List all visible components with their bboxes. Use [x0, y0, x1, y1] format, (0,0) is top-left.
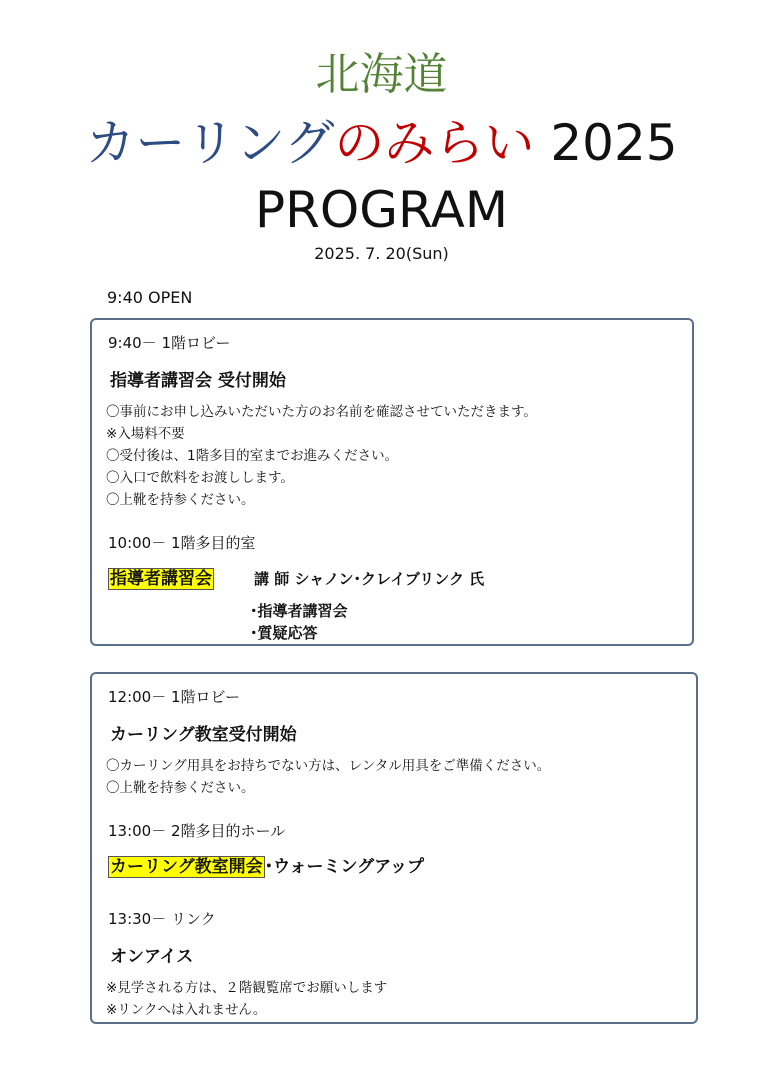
section-curling-class — [90, 672, 698, 1024]
section1-note-5: 〇上靴を持参ください。 — [106, 492, 255, 508]
section1-heading1: 指導者講習会 受付開始 — [110, 371, 286, 391]
lecturer-name: 講 師 シャノン･クレイブリンク 氏 — [254, 570, 485, 588]
section-instructor-seminar — [90, 318, 694, 646]
event-date: 2025. 7. 20(Sun) — [314, 244, 449, 263]
title-program: PROGRAM — [254, 181, 509, 239]
section1-time1: 9:40－ 1階ロビー — [108, 334, 231, 352]
open-time: 9:40 OPEN — [107, 288, 193, 307]
title-region: 北海道 — [315, 49, 448, 100]
section1-note-4: 〇入口で飲料をお渡しします。 — [106, 470, 294, 486]
title-mirai: みらい — [384, 114, 535, 172]
section1-time2: 10:00－ 1階多目的室 — [108, 534, 256, 552]
title-event — [0, 112, 763, 174]
section2-time3: 13:30－ リンク — [108, 910, 216, 928]
section2-heading2-suffix: ･ウォーミングアップ — [264, 857, 424, 877]
section1-heading2-wrap — [108, 564, 214, 589]
section1-item-1: ･指導者講習会 — [250, 602, 348, 620]
title-curling: カーリング — [85, 114, 335, 172]
section1-heading2: 指導者講習会 — [110, 569, 212, 589]
section2-time1: 12:00－ 1階ロビー — [108, 688, 240, 706]
section2-note-1: 〇カーリング用具をお持ちでない方は、レンタル用具をご準備ください。 — [106, 758, 551, 774]
section1-note-1: 〇事前にお申し込みいただいた方のお名前を確認させていただきます。 — [106, 404, 537, 420]
section2-time2: 13:00－ 2階多目的ホール — [108, 822, 286, 840]
section1-item-2: ･質疑応答 — [250, 624, 318, 642]
section1-note-3: 〇受付後は、1階多目的室までお進みください。 — [106, 448, 399, 464]
section2-heading1: カーリング教室受付開始 — [110, 725, 297, 745]
section2-heading3: オンアイス — [110, 947, 194, 967]
title-year: 2025 — [534, 114, 678, 172]
section2-heading2: カーリング教室開会 — [110, 857, 263, 877]
section2-heading2-wrap — [108, 852, 424, 877]
section1-note-2: ※入場料不要 — [106, 426, 185, 442]
section2-note-4: ※リンクへは入れません。 — [106, 1002, 267, 1018]
section2-note-3: ※見学される方は、２階観覧席でお願いします — [106, 980, 388, 996]
section2-note-2: 〇上靴を持参ください。 — [106, 780, 255, 796]
title-no: の — [334, 114, 385, 172]
